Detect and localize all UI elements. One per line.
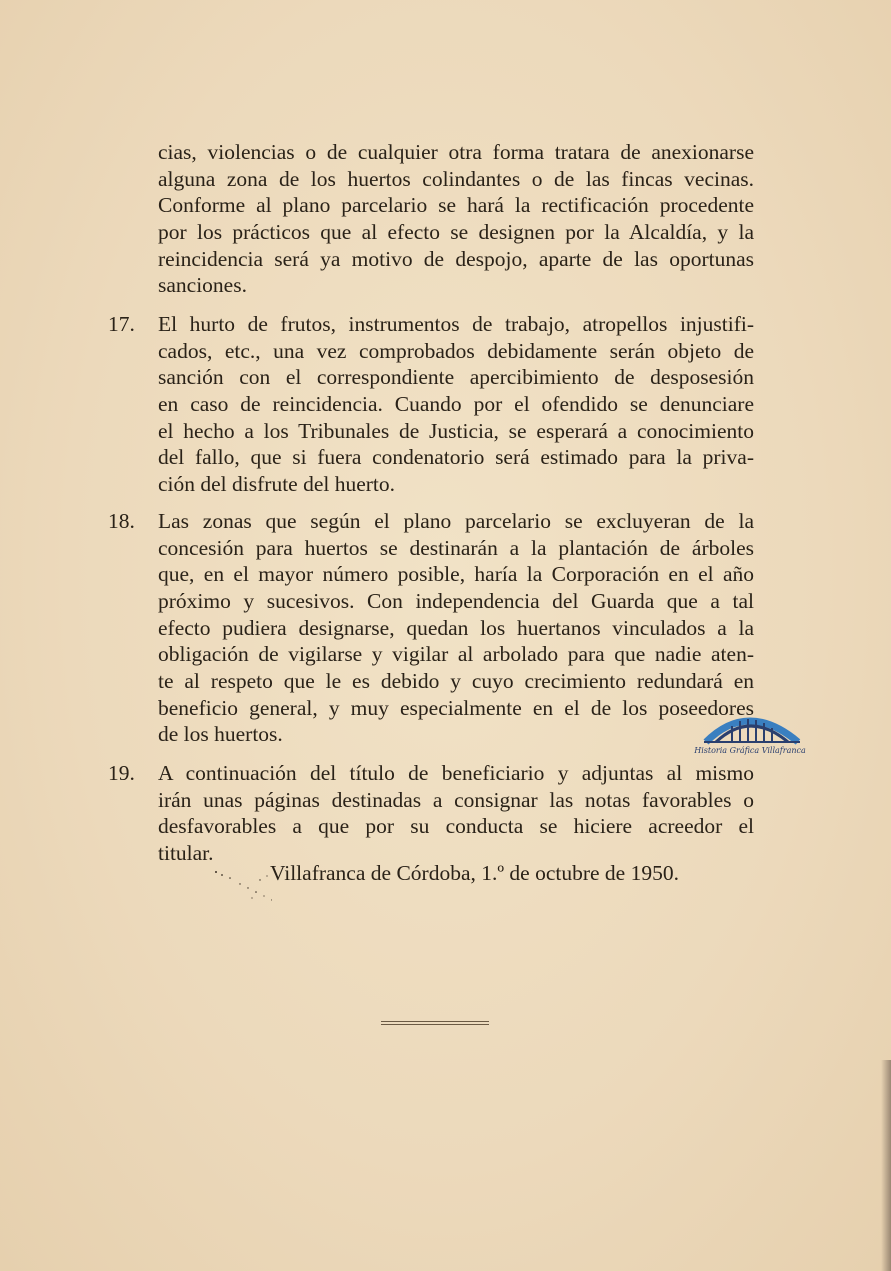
text-line: alguna zona de los huertos colindantes o de las fincas vecinas.: [158, 167, 754, 191]
text-line: concesión para huertos se destinarán a la plantación de árboles: [158, 536, 754, 560]
text-line: te al respeto que le es debido y cuyo crecimiento redundará en: [158, 669, 754, 693]
text-line: efecto pudiera designarse, quedan los huertanos vinculados a la: [158, 616, 754, 640]
text-line: Conforme al plano parcelario se hará la rectificación procedente: [158, 193, 754, 217]
article-number: 19.: [108, 761, 135, 785]
text-line: el hecho a los Tribunales de Justicia, se esperará a conocimiento: [158, 419, 754, 443]
text-line: El hurto de frutos, instrumentos de trabajo, atropellos injustifi-: [158, 312, 754, 336]
text-line: irán unas páginas destinadas a consignar las notas favorables o: [158, 788, 754, 812]
bridge-arch-icon: [688, 706, 812, 746]
article-number: 18.: [108, 509, 135, 533]
text-line: obligación de vigilarse y vigilar al arbolado para que nadie aten-: [158, 642, 754, 666]
text-line: sanción con el correspondiente apercibimiento de desposesión: [158, 365, 754, 389]
ink-specks: [212, 866, 272, 906]
ornamental-rule: [381, 1021, 489, 1027]
text-line: beneficio general, y muy especialmente en el de los poseedores: [158, 696, 754, 720]
page-edge-shadow: [881, 1060, 891, 1271]
text-line: próximo y sucesivos. Con independencia del Guarda que a tal: [158, 589, 754, 613]
article-number: 17.: [108, 312, 135, 336]
text-line: del fallo, que si fuera condenatorio será estimado para la priva-: [158, 445, 754, 469]
text-line: por los prácticos que al efecto se designen por la Alcaldía, y la: [158, 220, 754, 244]
watermark-logo: [688, 706, 812, 758]
watermark-text: Historia Gráfica Villafranca: [694, 746, 806, 755]
date-signature-line: Villafranca de Córdoba, 1.º de octubre de 1950.: [270, 861, 679, 885]
text-line: ción del disfrute del huerto.: [158, 472, 396, 496]
text-line: titular.: [158, 841, 214, 865]
text-line: desfavorables a que por su conducta se hiciere acreedor el: [158, 814, 754, 838]
text-line: A continuación del título de beneficiario y adjuntas al mismo: [158, 761, 754, 785]
text-line: que, en el mayor número posible, haría la Corporación en el año: [158, 562, 754, 586]
text-line: cias, violencias o de cualquier otra forma tratara de anexionarse: [158, 140, 754, 164]
text-line: de los huertos.: [158, 722, 283, 746]
text-line: reincidencia será ya motivo de despojo, aparte de las oportunas: [158, 247, 754, 271]
text-line: Las zonas que según el plano parcelario se excluyeran de la: [158, 509, 754, 533]
text-line: en caso de reincidencia. Cuando por el ofendido se denunciare: [158, 392, 754, 416]
text-line: cados, etc., una vez comprobados debidamente serán objeto de: [158, 339, 754, 363]
text-line: sanciones.: [158, 273, 247, 297]
